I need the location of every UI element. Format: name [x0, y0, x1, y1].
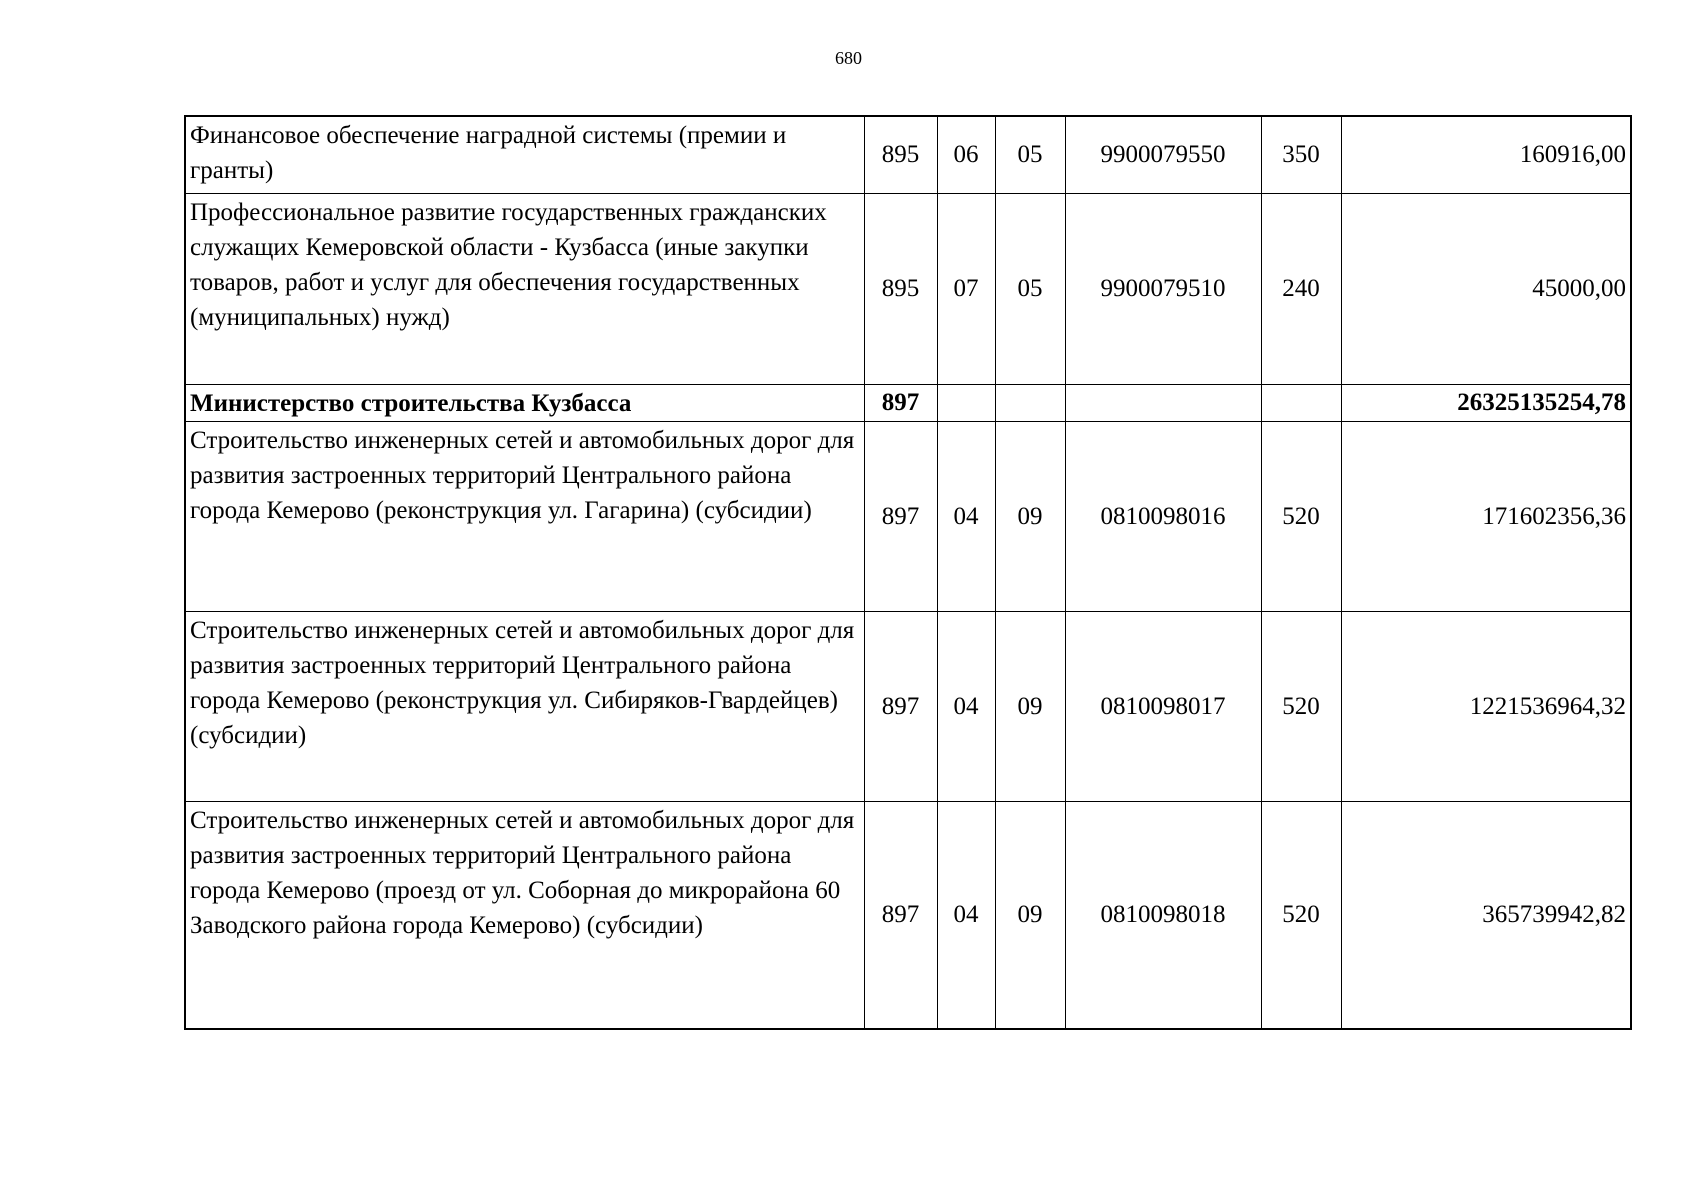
table-row — [185, 384, 1631, 421]
target-article-code — [1065, 384, 1261, 421]
section-code: 04 — [937, 611, 995, 801]
subsection-code: 09 — [995, 611, 1065, 801]
target-article-code: 0810098016 — [1065, 421, 1261, 611]
table-row — [185, 193, 1631, 384]
subsection-code: 05 — [995, 116, 1065, 193]
amount-value: 171602356,36 — [1341, 421, 1631, 611]
subsection-code: 05 — [995, 193, 1065, 384]
amount-value: 26325135254,78 — [1341, 384, 1631, 421]
target-article-code: 0810098017 — [1065, 611, 1261, 801]
ministry-code: 895 — [864, 193, 937, 384]
table-row — [185, 116, 1631, 193]
target-article-code: 0810098018 — [1065, 801, 1261, 1029]
expense-type-code: 350 — [1261, 116, 1341, 193]
expense-type-code: 520 — [1261, 611, 1341, 801]
target-article-code: 9900079510 — [1065, 193, 1261, 384]
subsection-code: 09 — [995, 421, 1065, 611]
ministry-code: 895 — [864, 116, 937, 193]
table-row — [185, 421, 1631, 611]
amount-value: 365739942,82 — [1341, 801, 1631, 1029]
ministry-code: 897 — [864, 611, 937, 801]
table-row — [185, 611, 1631, 801]
section-code — [937, 384, 995, 421]
target-article-code: 9900079550 — [1065, 116, 1261, 193]
ministry-code: 897 — [864, 421, 937, 611]
row-description: Профессиональное развитие государственных гражданских служащих Кемеровской области - Кузбасса (иные закупки товаров, работ и услуг для обеспечения государственных (муниципальных) нужд) — [185, 193, 864, 384]
amount-value: 160916,00 — [1341, 116, 1631, 193]
budget-table — [184, 115, 1632, 1030]
amount-value: 1221536964,32 — [1341, 611, 1631, 801]
row-description: Министерство строительства Кузбасса — [185, 384, 864, 421]
expense-type-code: 520 — [1261, 801, 1341, 1029]
subsection-code — [995, 384, 1065, 421]
page-number: 680 — [835, 48, 862, 68]
row-description: Строительство инженерных сетей и автомобильных дорог для развития застроенных территорий Центрального района города Кемерово (реконструкция ул. Гагарина) (субсидии) — [185, 421, 864, 611]
row-description: Строительство инженерных сетей и автомобильных дорог для развития застроенных территорий Центрального района города Кемерово (реконструкция ул. Сибиряков-Гвардейцев) (субсидии) — [185, 611, 864, 801]
amount-value: 45000,00 — [1341, 193, 1631, 384]
ministry-code: 897 — [864, 801, 937, 1029]
row-description: Финансовое обеспечение наградной системы (премии и гранты) — [185, 116, 864, 193]
section-code: 07 — [937, 193, 995, 384]
table-row — [185, 801, 1631, 1029]
ministry-code: 897 — [864, 384, 937, 421]
expense-type-code — [1261, 384, 1341, 421]
expense-type-code: 240 — [1261, 193, 1341, 384]
subsection-code: 09 — [995, 801, 1065, 1029]
section-code: 06 — [937, 116, 995, 193]
section-code: 04 — [937, 801, 995, 1029]
row-description: Строительство инженерных сетей и автомобильных дорог для развития застроенных территорий Центрального района города Кемерово (проезд от ул. Соборная до микрорайона 60 Заводского района города Кемерово) (субсидии) — [185, 801, 864, 1029]
expense-type-code: 520 — [1261, 421, 1341, 611]
section-code: 04 — [937, 421, 995, 611]
